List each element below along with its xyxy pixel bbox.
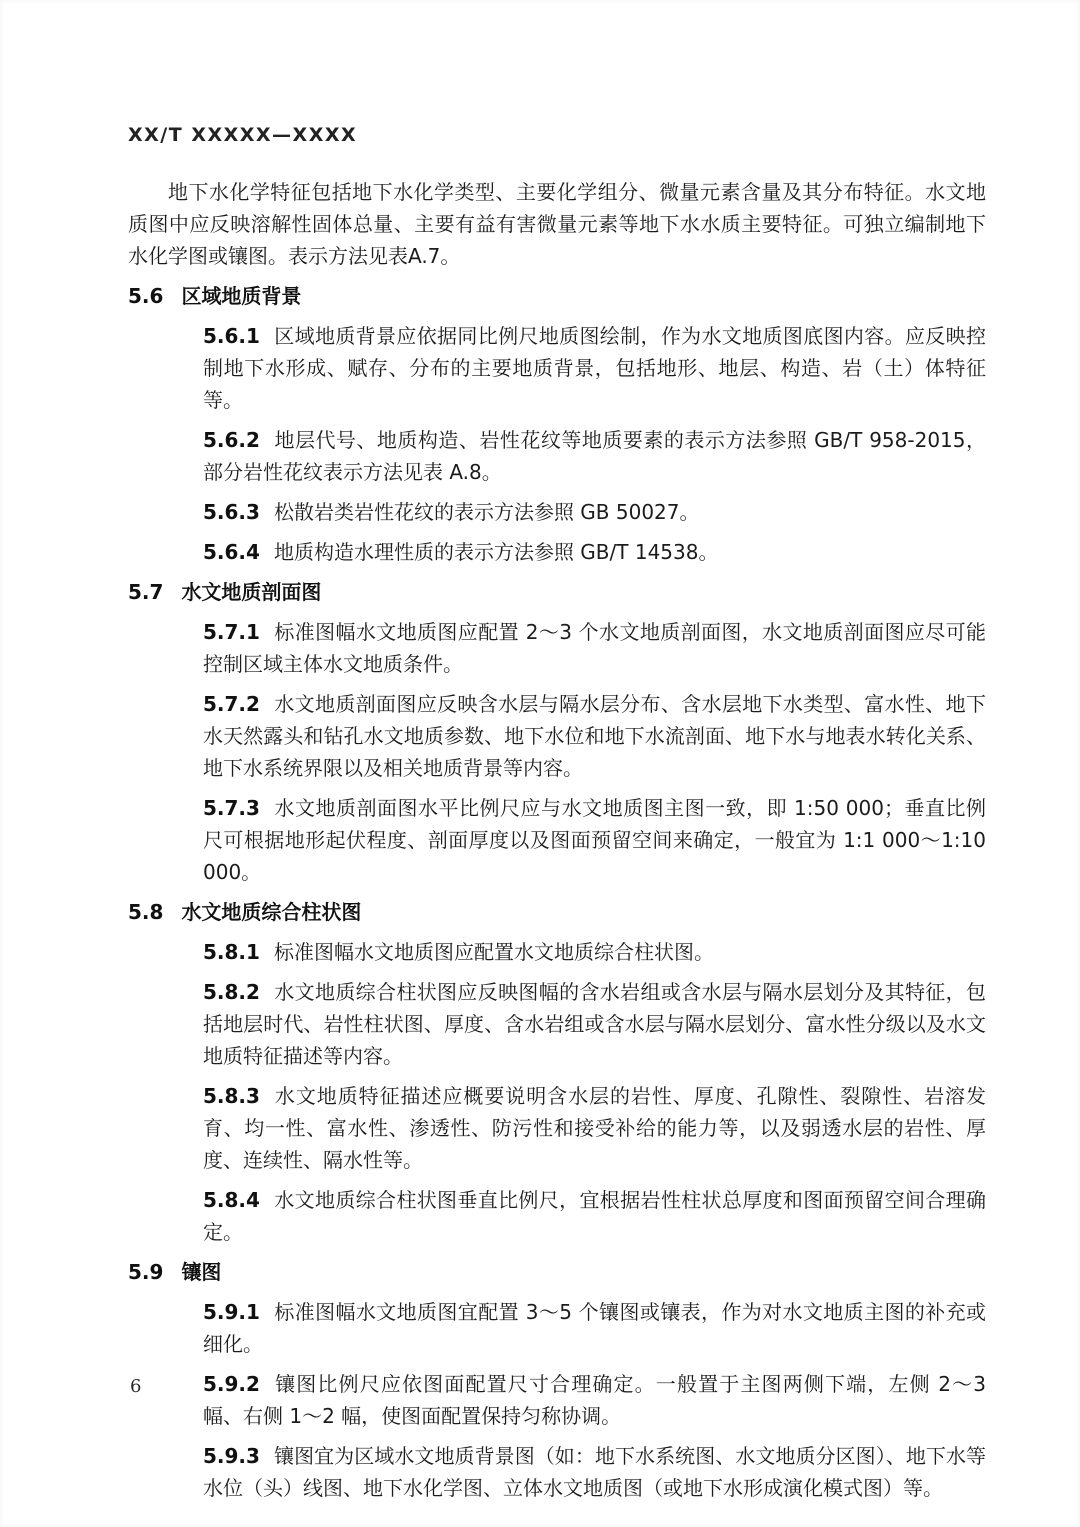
clause-number: 5.6.1 xyxy=(203,324,260,348)
clause-5-6-1 xyxy=(203,320,986,416)
section-number: 5.7 xyxy=(128,580,164,604)
document-content xyxy=(128,176,986,1512)
section-heading-5-7 xyxy=(128,576,986,608)
clause-5-9-2 xyxy=(203,1368,986,1432)
clause-text: 标准图幅水文地质图应配置水文地质综合柱状图。 xyxy=(273,940,714,964)
clause-5-7-2 xyxy=(203,688,986,784)
section-number: 5.8 xyxy=(128,900,164,924)
clause-number: 5.6.3 xyxy=(203,500,260,524)
clause-number: 5.8.1 xyxy=(203,940,260,964)
clause-text: 水文地质剖面图水平比例尺应与水文地质图主图一致，即 1:50 000；垂直比例尺可根据地形起伏程度、剖面厚度以及图面预留空间来确定，一般宜为 1:1 000～1:10 000。 xyxy=(203,796,986,884)
clause-number: 5.9.2 xyxy=(203,1372,260,1396)
clause-5-8-2 xyxy=(203,976,986,1072)
clause-text: 松散岩类岩性花纹的表示方法参照 GB 50027。 xyxy=(273,500,700,524)
clause-5-9-1 xyxy=(203,1296,986,1360)
clause-text: 地层代号、地质构造、岩性花纹等地质要素的表示方法参照 GB/T 958-2015，部分岩性花纹表示方法见表 A.8。 xyxy=(203,428,986,484)
clause-5-8-4 xyxy=(203,1184,986,1248)
clause-5-6-3 xyxy=(203,496,986,528)
clause-number: 5.8.3 xyxy=(203,1084,260,1108)
section-number: 5.6 xyxy=(128,284,164,308)
section-number: 5.9 xyxy=(128,1260,164,1284)
section-title: 水文地质剖面图 xyxy=(181,580,322,604)
clause-5-6-4 xyxy=(203,536,986,568)
clause-number: 5.8.4 xyxy=(203,1188,260,1212)
clause-number: 5.6.2 xyxy=(203,428,260,452)
clause-number: 5.9.3 xyxy=(203,1444,260,1468)
clause-text: 水文地质特征描述应概要说明含水层的岩性、厚度、孔隙性、裂隙性、岩溶发育、均一性、富水性、渗透性、防污性和接受补给的能力等，以及弱透水层的岩性、厚度、连续性、隔水性等。 xyxy=(203,1084,986,1172)
clause-number: 5.7.1 xyxy=(203,620,260,644)
section-heading-5-6 xyxy=(128,280,986,312)
clause-text: 区域地质背景应依据同比例尺地质图绘制，作为水文地质图底图内容。应反映控制地下水形成、赋存、分布的主要地质背景，包括地形、地层、构造、岩（土）体特征等。 xyxy=(203,324,986,412)
doc-code-header: XX/T XXXXX—XXXX xyxy=(128,124,358,146)
clause-5-7-3 xyxy=(203,792,986,888)
section-heading-5-8 xyxy=(128,896,986,928)
clause-number: 5.9.1 xyxy=(203,1300,260,1324)
clause-5-8-3 xyxy=(203,1080,986,1176)
clause-text: 水文地质综合柱状图垂直比例尺，宜根据岩性柱状总厚度和图面预留空间合理确定。 xyxy=(203,1188,986,1244)
clause-number: 5.8.2 xyxy=(203,980,260,1004)
section-title: 水文地质综合柱状图 xyxy=(181,900,362,924)
intro-paragraph: 地下水化学特征包括地下水化学类型、主要化学组分、微量元素含量及其分布特征。水文地质图中应反映溶解性固体总量、主要有益有害微量元素等地下水水质主要特征。可独立编制地下水化学图或镶图。表示方法见表A.7。 xyxy=(128,180,986,268)
clause-number: 5.6.4 xyxy=(203,540,260,564)
clause-5-8-1 xyxy=(203,936,986,968)
section-heading-5-9 xyxy=(128,1256,986,1288)
clause-number: 5.7.3 xyxy=(203,796,260,820)
section-title: 区域地质背景 xyxy=(181,284,302,308)
clause-5-6-2 xyxy=(203,424,986,488)
clause-5-9-3 xyxy=(203,1440,986,1504)
clause-text: 水文地质剖面图应反映含水层与隔水层分布、含水层地下水类型、富水性、地下水天然露头和钻孔水文地质参数、地下水位和地下水流剖面、地下水与地表水转化关系、地下水系统界限以及相关地质背景等内容。 xyxy=(203,692,986,780)
clause-text: 地质构造水理性质的表示方法参照 GB/T 14538。 xyxy=(273,540,719,564)
clause-text: 标准图幅水文地质图应配置 2～3 个水文地质剖面图，水文地质剖面图应尽可能控制区域主体水文地质条件。 xyxy=(203,620,986,676)
clause-number: 5.7.2 xyxy=(203,692,260,716)
clause-text: 水文地质综合柱状图应反映图幅的含水岩组或含水层与隔水层划分及其特征，包括地层时代、岩性柱状图、厚度、含水岩组或含水层与隔水层划分、富水性分级以及水文地质特征描述等内容。 xyxy=(203,980,986,1068)
clause-text: 镶图宜为区域水文地质背景图（如：地下水系统图、水文地质分区图）、地下水等水位（头）线图、地下水化学图、立体水文地质图（或地下水形成演化模式图）等。 xyxy=(203,1444,986,1500)
clause-5-7-1 xyxy=(203,616,986,680)
clause-text: 标准图幅水文地质图宜配置 3～5 个镶图或镶表，作为对水文地质主图的补充或细化。 xyxy=(203,1300,986,1356)
clause-text: 镶图比例尺应依图面配置尺寸合理确定。一般置于主图两侧下端，左侧 2～3 幅、右侧 1～2 幅，使图面配置保持匀称协调。 xyxy=(203,1372,986,1428)
page-number: 6 xyxy=(130,1376,142,1397)
section-title: 镶图 xyxy=(181,1260,222,1284)
